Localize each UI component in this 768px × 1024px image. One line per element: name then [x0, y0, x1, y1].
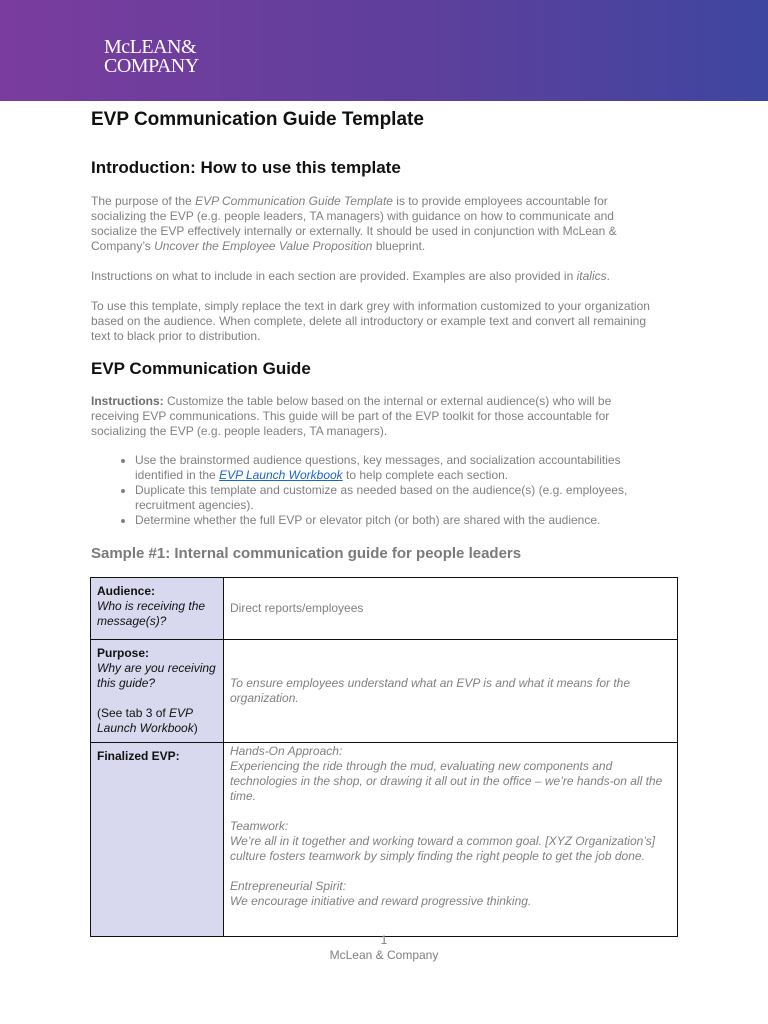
- company-logo: [104, 38, 199, 76]
- blueprint-name: Uncover the Employee Value Proposition: [154, 239, 373, 253]
- evp-value-cell: [224, 743, 678, 937]
- intro-heading: Introduction: How to use this template: [91, 158, 401, 177]
- logo-line-2: COMPANY: [104, 55, 199, 77]
- purpose-label-cell: [91, 640, 224, 743]
- list-item: [135, 453, 671, 483]
- text-span: .: [606, 269, 610, 283]
- evp-item-text: We encourage initiative and reward progressive thinking.: [230, 894, 532, 908]
- purpose-value-cell: To ensure employees understand what an EVP is and what it means for the organization.: [224, 640, 678, 743]
- instructions-paragraph: [91, 394, 651, 439]
- purpose-label: Purpose:: [97, 646, 150, 660]
- workbook-name: EVP Launch Workbook: [97, 706, 194, 735]
- audience-label-cell: [91, 578, 224, 640]
- italics-word: italics: [576, 269, 607, 283]
- instruction-bullets: [111, 453, 671, 528]
- table-row: [91, 578, 678, 640]
- evp-item-title: Teamwork:: [230, 819, 289, 833]
- intro-paragraph-3: To use this template, simply replace the text in dark grey with information customized to your organization based on the audience. When complete, delete all introductory or example text and convert all remaining text to black prior to distribution.: [91, 299, 650, 343]
- table-row: [91, 743, 678, 937]
- evp-label-cell: [91, 743, 224, 937]
- footer-company: McLean & Company: [329, 948, 439, 962]
- finalized-evp-label: Finalized EVP:: [97, 749, 180, 763]
- text-span: to help complete each section.: [342, 468, 509, 482]
- text-span: Instructions on what to include in each section are provided. Examples are also provided in: [91, 269, 577, 283]
- sample-heading: Sample #1: Internal communication guide for people leaders: [91, 545, 522, 562]
- evp-item-text: Experiencing the ride through the mud, evaluating new components and technologies in the shop, or drawing it all out in the office – we’re hands-on all the time.: [230, 759, 663, 803]
- audience-question: Who is receiving the message(s)?: [97, 599, 206, 628]
- text-span: The purpose of the: [91, 194, 196, 208]
- intro-paragraph-1: [91, 194, 651, 254]
- text-span: Customize the table below based on the internal or external audience(s) who will be receiving EVP communications. This guide will be part of the EVP toolkit for those accountable for socializing the EVP (e.g. people leaders, TA managers).: [91, 394, 612, 438]
- audience-label: Audience:: [97, 584, 156, 598]
- list-item: • Determine whether the full EVP or elevator pitch (or both) are shared with the audience.: [135, 513, 671, 528]
- evp-launch-workbook-link[interactable]: EVP Launch Workbook: [219, 468, 343, 482]
- text-span: ): [193, 721, 198, 735]
- page-number: 1: [380, 933, 388, 947]
- table-row: [91, 640, 678, 743]
- text-span: blueprint.: [372, 239, 426, 253]
- evp-item-title: Hands-On Approach:: [230, 744, 343, 758]
- intro-paragraph-2: [91, 269, 651, 284]
- communication-guide-table: [90, 577, 678, 937]
- purpose-question: Why are you receiving this guide?: [97, 661, 216, 690]
- logo-line-1: McLEAN&: [104, 36, 197, 58]
- text-span: (See tab 3 of: [97, 706, 170, 720]
- template-name: EVP Communication Guide Template: [195, 194, 393, 208]
- evp-item-text: We’re all in it together and working toward a common goal. [XYZ Organization’s] culture fosters teamwork by simply finding the right people to get the job done.: [230, 834, 656, 863]
- guide-heading: EVP Communication Guide: [91, 359, 311, 378]
- text-span: Use the brainstormed audience questions, key messages, and socialization accountabilities identified in the: [135, 453, 621, 482]
- instructions-label: Instructions:: [91, 394, 164, 408]
- document-title: EVP Communication Guide Template: [91, 109, 424, 130]
- audience-value-cell: Direct reports/employees: [224, 578, 678, 640]
- text-span: is to provide employees accountable for socializing the EVP (e.g. people leaders, TA managers) with guidance on how to communicate and socialize the EVP effectively internally or externally. It should be used in conjunction with McLean & Company’s: [91, 194, 617, 253]
- evp-item-title: Entrepreneurial Spirit:: [230, 879, 347, 893]
- header-banner: [0, 0, 768, 101]
- list-item: • Duplicate this template and customize as needed based on the audience(s) (e.g. employees, recruitment agencies).: [135, 483, 671, 513]
